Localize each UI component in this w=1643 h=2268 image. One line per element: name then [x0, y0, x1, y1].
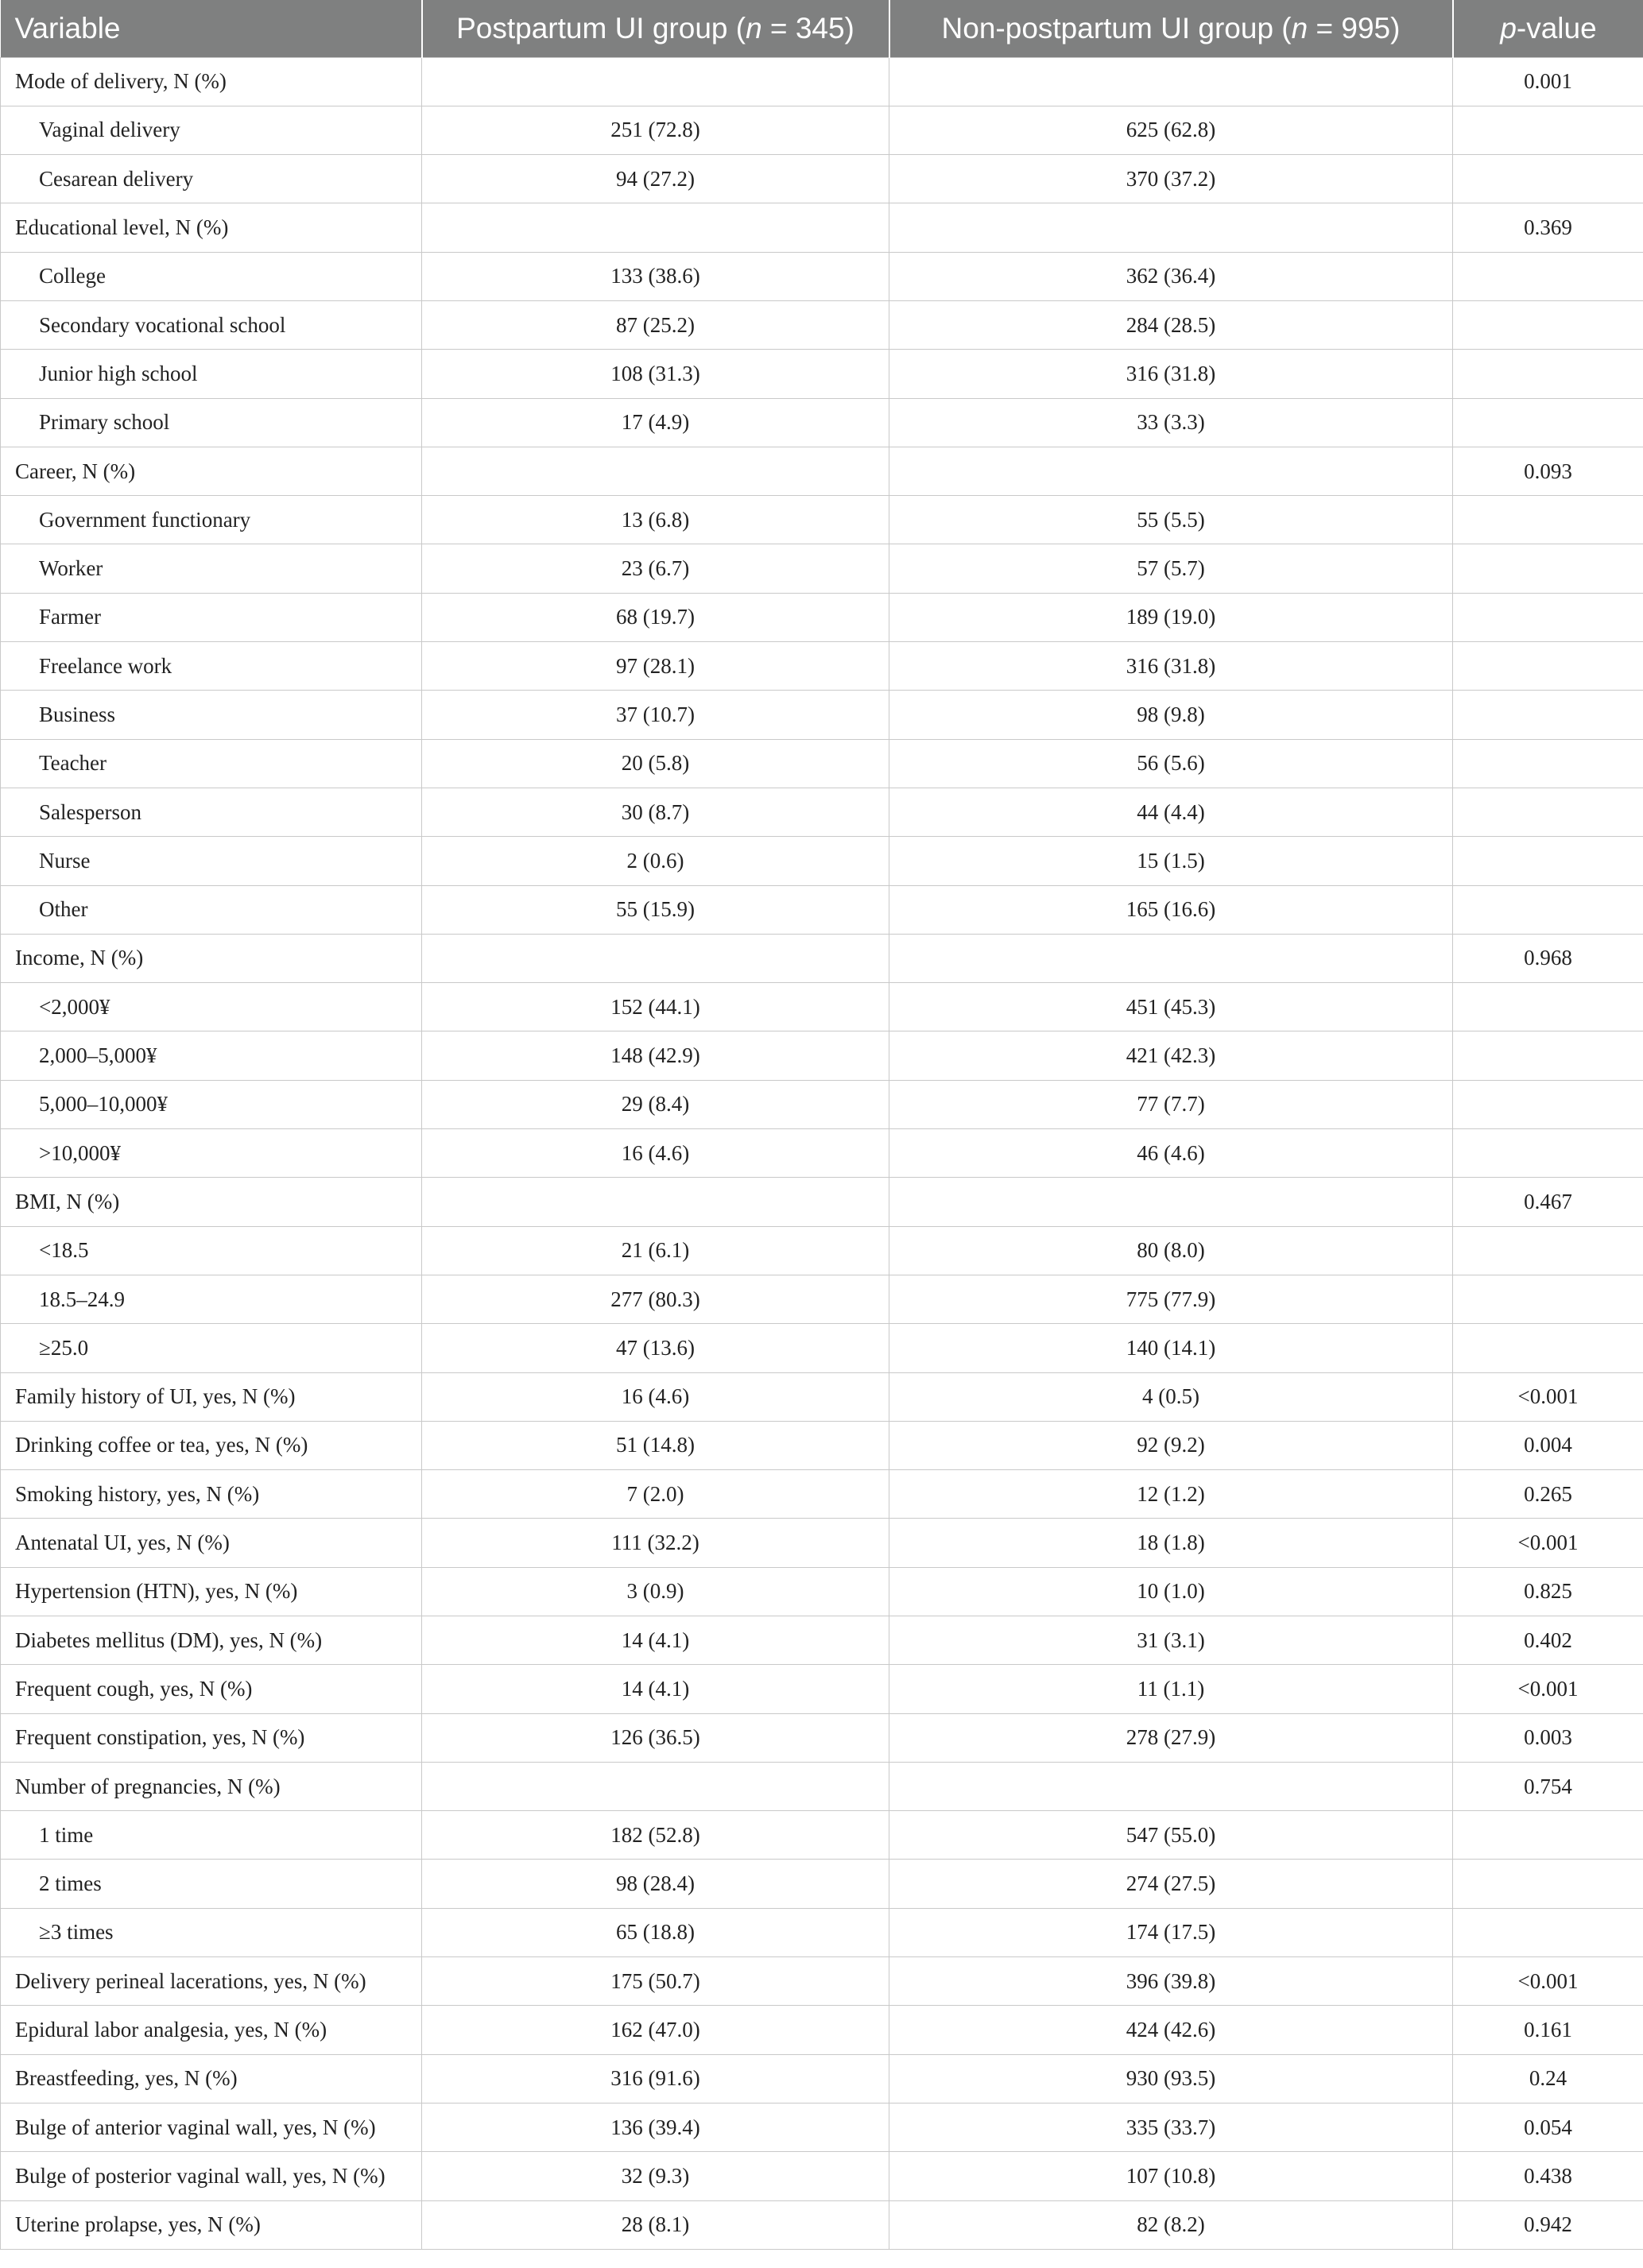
table-row-subcategory [1, 691, 1643, 739]
postpartum-ui-cell: 21 (6.1) [422, 1226, 889, 1275]
non-postpartum-ui-cell: 56 (5.6) [889, 739, 1453, 788]
variable-cell: <18.5 [1, 1226, 422, 1275]
p-value-cell [1453, 1226, 1643, 1275]
table-row-subcategory [1, 155, 1643, 203]
header-variable: Variable [14, 11, 121, 45]
p-value-cell [1453, 1080, 1643, 1128]
postpartum-ui-cell: 152 (44.1) [422, 983, 889, 1031]
postpartum-ui-cell: 87 (25.2) [422, 300, 889, 349]
p-value-cell [1453, 106, 1643, 154]
postpartum-ui-cell: 182 (52.8) [422, 1811, 889, 1860]
non-postpartum-ui-cell [889, 934, 1453, 982]
postpartum-ui-cell [422, 1178, 889, 1226]
table-row-subcategory [1, 983, 1643, 1031]
table-row-subcategory [1, 1080, 1643, 1128]
postpartum-ui-cell: 32 (9.3) [422, 2152, 889, 2200]
variable-cell: Frequent cough, yes, N (%) [1, 1665, 422, 1713]
non-postpartum-ui-cell: 80 (8.0) [889, 1226, 1453, 1275]
p-value-cell [1453, 544, 1643, 593]
table-row-subcategory [1, 593, 1643, 641]
postpartum-ui-cell: 98 (28.4) [422, 1860, 889, 1908]
p-value-cell: 0.467 [1453, 1178, 1643, 1226]
table-row-subcategory [1, 1275, 1643, 1323]
variable-cell: Drinking coffee or tea, yes, N (%) [1, 1421, 422, 1469]
p-value-cell [1453, 885, 1643, 934]
non-postpartum-ui-cell: 55 (5.5) [889, 496, 1453, 544]
variable-cell: 2,000–5,000¥ [1, 1031, 422, 1080]
table-row [1, 1762, 1643, 1810]
table-row-subcategory [1, 1226, 1643, 1275]
postpartum-ui-cell: 97 (28.1) [422, 642, 889, 691]
non-postpartum-ui-cell: 421 (42.3) [889, 1031, 1453, 1080]
non-postpartum-ui-cell [889, 1178, 1453, 1226]
p-value-cell [1453, 739, 1643, 788]
variable-cell: Mode of delivery, N (%) [1, 57, 422, 106]
non-postpartum-ui-cell [889, 447, 1453, 495]
postpartum-ui-cell: 13 (6.8) [422, 496, 889, 544]
postpartum-ui-cell [422, 57, 889, 106]
variable-cell: >10,000¥ [1, 1129, 422, 1178]
variable-cell: ≥25.0 [1, 1324, 422, 1372]
p-value-cell [1453, 252, 1643, 300]
non-postpartum-ui-cell: 165 (16.6) [889, 885, 1453, 934]
table-row-subcategory [1, 837, 1643, 885]
postpartum-ui-cell [422, 447, 889, 495]
table-row-subcategory [1, 1129, 1643, 1178]
table-row [1, 2054, 1643, 2103]
non-postpartum-ui-cell: 362 (36.4) [889, 252, 1453, 300]
variable-cell: Secondary vocational school [1, 300, 422, 349]
postpartum-ui-cell: 162 (47.0) [422, 2006, 889, 2054]
postpartum-ui-cell [422, 934, 889, 982]
non-postpartum-ui-cell: 775 (77.9) [889, 1275, 1453, 1323]
postpartum-ui-cell: 29 (8.4) [422, 1080, 889, 1128]
postpartum-ui-cell: 136 (39.4) [422, 2103, 889, 2151]
p-value-cell: 0.402 [1453, 1616, 1643, 1665]
non-postpartum-ui-cell: 625 (62.8) [889, 106, 1453, 154]
p-value-cell [1453, 788, 1643, 836]
postpartum-ui-cell: 47 (13.6) [422, 1324, 889, 1372]
p-value-cell [1453, 983, 1643, 1031]
non-postpartum-ui-cell: 174 (17.5) [889, 1908, 1453, 1956]
p-value-cell: 0.369 [1453, 203, 1643, 252]
p-value-cell: 0.754 [1453, 1762, 1643, 1810]
table-row-subcategory [1, 496, 1643, 544]
variable-cell: Antenatal UI, yes, N (%) [1, 1519, 422, 1567]
table-row [1, 934, 1643, 982]
table-row [1, 447, 1643, 495]
postpartum-ui-cell: 2 (0.6) [422, 837, 889, 885]
variable-cell: Educational level, N (%) [1, 203, 422, 252]
non-postpartum-ui-cell: 10 (1.0) [889, 1567, 1453, 1616]
variable-cell: Other [1, 885, 422, 934]
table-row-subcategory [1, 642, 1643, 691]
variable-cell: BMI, N (%) [1, 1178, 422, 1226]
table-row-subcategory [1, 544, 1643, 593]
table-row-subcategory [1, 398, 1643, 447]
variable-cell: <2,000¥ [1, 983, 422, 1031]
postpartum-ui-cell: 16 (4.6) [422, 1372, 889, 1421]
non-postpartum-ui-cell: 92 (9.2) [889, 1421, 1453, 1469]
p-value-cell [1453, 1860, 1643, 1908]
variable-cell: Hypertension (HTN), yes, N (%) [1, 1567, 422, 1616]
table-row-subcategory [1, 252, 1643, 300]
p-value-cell [1453, 1908, 1643, 1956]
variable-cell: Bulge of anterior vaginal wall, yes, N (%) [1, 2103, 422, 2151]
p-value-cell: 0.161 [1453, 2006, 1643, 2054]
table-header-row [1, 0, 1643, 57]
p-value-cell [1453, 691, 1643, 739]
table-row [1, 1567, 1643, 1616]
p-value-cell: 0.093 [1453, 447, 1643, 495]
p-value-cell [1453, 398, 1643, 447]
variable-cell: Family history of UI, yes, N (%) [1, 1372, 422, 1421]
variable-cell: Teacher [1, 739, 422, 788]
non-postpartum-ui-cell: 278 (27.9) [889, 1713, 1453, 1762]
non-postpartum-ui-cell [889, 1762, 1453, 1810]
table-row-subcategory [1, 300, 1643, 349]
p-value-cell: 0.265 [1453, 1470, 1643, 1519]
postpartum-ui-cell: 94 (27.2) [422, 155, 889, 203]
postpartum-ui-cell: 55 (15.9) [422, 885, 889, 934]
p-value-cell [1453, 837, 1643, 885]
header-postpartum-ui-group: Postpartum UI group (n = 345) [422, 0, 889, 57]
non-postpartum-ui-cell: 77 (7.7) [889, 1080, 1453, 1128]
non-postpartum-ui-cell: 189 (19.0) [889, 593, 1453, 641]
postpartum-ui-cell: 7 (2.0) [422, 1470, 889, 1519]
non-postpartum-ui-cell: 107 (10.8) [889, 2152, 1453, 2200]
non-postpartum-ui-cell: 46 (4.6) [889, 1129, 1453, 1178]
non-postpartum-ui-cell: 396 (39.8) [889, 1957, 1453, 2006]
non-postpartum-ui-cell: 44 (4.4) [889, 788, 1453, 836]
table-row-subcategory [1, 739, 1643, 788]
postpartum-ui-cell: 175 (50.7) [422, 1957, 889, 2006]
variable-cell: Freelance work [1, 642, 422, 691]
non-postpartum-ui-cell [889, 203, 1453, 252]
postpartum-ui-cell [422, 203, 889, 252]
table-row [1, 203, 1643, 252]
postpartum-ui-cell: 16 (4.6) [422, 1129, 889, 1178]
table-row [1, 1178, 1643, 1226]
p-value-cell [1453, 1811, 1643, 1860]
non-postpartum-ui-cell: 98 (9.8) [889, 691, 1453, 739]
variable-cell: Breastfeeding, yes, N (%) [1, 2054, 422, 2103]
non-postpartum-ui-cell: 82 (8.2) [889, 2200, 1453, 2249]
postpartum-ui-cell: 28 (8.1) [422, 2200, 889, 2249]
postpartum-ui-cell: 17 (4.9) [422, 398, 889, 447]
non-postpartum-ui-cell: 15 (1.5) [889, 837, 1453, 885]
table-row [1, 57, 1643, 106]
non-postpartum-ui-cell: 57 (5.7) [889, 544, 1453, 593]
p-value-cell [1453, 642, 1643, 691]
table-row-subcategory [1, 885, 1643, 934]
non-postpartum-ui-cell: 424 (42.6) [889, 2006, 1453, 2054]
non-postpartum-ui-cell: 316 (31.8) [889, 350, 1453, 398]
variable-cell: Income, N (%) [1, 934, 422, 982]
table-row-subcategory [1, 1908, 1643, 1956]
variable-cell: Nurse [1, 837, 422, 885]
header-non-postpartum-ui-group: Non-postpartum UI group (n = 995) [889, 0, 1453, 57]
p-value-cell [1453, 1129, 1643, 1178]
p-value-cell: 0.942 [1453, 2200, 1643, 2249]
variable-cell: Career, N (%) [1, 447, 422, 495]
variable-cell: Worker [1, 544, 422, 593]
non-postpartum-ui-cell: 547 (55.0) [889, 1811, 1453, 1860]
variable-cell: 2 times [1, 1860, 422, 1908]
header-p-value: p-value [1453, 0, 1643, 57]
table-row-subcategory [1, 788, 1643, 836]
postpartum-ui-cell [422, 1762, 889, 1810]
p-value-cell [1453, 496, 1643, 544]
postpartum-ui-cell: 126 (36.5) [422, 1713, 889, 1762]
variable-cell: Junior high school [1, 350, 422, 398]
non-postpartum-ui-cell: 11 (1.1) [889, 1665, 1453, 1713]
postpartum-ui-cell: 51 (14.8) [422, 1421, 889, 1469]
table-row [1, 1957, 1643, 2006]
non-postpartum-ui-cell: 140 (14.1) [889, 1324, 1453, 1372]
p-value-cell [1453, 300, 1643, 349]
p-value-cell: 0.001 [1453, 57, 1643, 106]
postpartum-ui-cell: 68 (19.7) [422, 593, 889, 641]
table-body [1, 57, 1643, 2249]
p-value-cell [1453, 1275, 1643, 1323]
p-value-cell [1453, 1031, 1643, 1080]
variable-cell: Uterine prolapse, yes, N (%) [1, 2200, 422, 2249]
postpartum-ui-cell: 23 (6.7) [422, 544, 889, 593]
postpartum-ui-cell: 148 (42.9) [422, 1031, 889, 1080]
p-value-cell [1453, 155, 1643, 203]
postpartum-ui-cell: 111 (32.2) [422, 1519, 889, 1567]
p-value-cell: 0.003 [1453, 1713, 1643, 1762]
non-postpartum-ui-cell: 316 (31.8) [889, 642, 1453, 691]
variable-cell: Salesperson [1, 788, 422, 836]
variable-cell: Diabetes mellitus (DM), yes, N (%) [1, 1616, 422, 1665]
p-value-cell: 0.24 [1453, 2054, 1643, 2103]
variable-cell: Number of pregnancies, N (%) [1, 1762, 422, 1810]
variable-cell: Smoking history, yes, N (%) [1, 1470, 422, 1519]
p-value-cell [1453, 593, 1643, 641]
variable-cell: Frequent constipation, yes, N (%) [1, 1713, 422, 1762]
variable-cell: Primary school [1, 398, 422, 447]
non-postpartum-ui-cell: 370 (37.2) [889, 155, 1453, 203]
non-postpartum-ui-cell: 335 (33.7) [889, 2103, 1453, 2151]
table-row [1, 2006, 1643, 2054]
postpartum-ui-cell: 37 (10.7) [422, 691, 889, 739]
postpartum-ui-cell: 251 (72.8) [422, 106, 889, 154]
postpartum-ui-cell: 316 (91.6) [422, 2054, 889, 2103]
non-postpartum-ui-cell: 284 (28.5) [889, 300, 1453, 349]
p-value-cell: 0.438 [1453, 2152, 1643, 2200]
postpartum-ui-cell: 14 (4.1) [422, 1665, 889, 1713]
p-value-cell: <0.001 [1453, 1665, 1643, 1713]
variable-cell: 5,000–10,000¥ [1, 1080, 422, 1128]
p-value-cell: 0.004 [1453, 1421, 1643, 1469]
table-row-subcategory [1, 1031, 1643, 1080]
variable-cell: 18.5–24.9 [1, 1275, 422, 1323]
non-postpartum-ui-cell: 12 (1.2) [889, 1470, 1453, 1519]
table-row [1, 1616, 1643, 1665]
table-row [1, 1519, 1643, 1567]
variable-cell: Bulge of posterior vaginal wall, yes, N (%) [1, 2152, 422, 2200]
variable-cell: Farmer [1, 593, 422, 641]
postpartum-ui-cell: 277 (80.3) [422, 1275, 889, 1323]
variable-cell: Delivery perineal lacerations, yes, N (%) [1, 1957, 422, 2006]
postpartum-ui-cell: 14 (4.1) [422, 1616, 889, 1665]
table-row-subcategory [1, 1860, 1643, 1908]
postpartum-ui-cell: 20 (5.8) [422, 739, 889, 788]
non-postpartum-ui-cell: 33 (3.3) [889, 398, 1453, 447]
p-value-cell [1453, 350, 1643, 398]
variable-cell: Cesarean delivery [1, 155, 422, 203]
p-value-cell: 0.825 [1453, 1567, 1643, 1616]
table-row-subcategory [1, 106, 1643, 154]
non-postpartum-ui-cell: 4 (0.5) [889, 1372, 1453, 1421]
table-row-subcategory [1, 350, 1643, 398]
table-row [1, 2152, 1643, 2200]
table-row [1, 1372, 1643, 1421]
p-value-cell: 0.968 [1453, 934, 1643, 982]
table-row-subcategory [1, 1811, 1643, 1860]
variable-cell: Vaginal delivery [1, 106, 422, 154]
variable-cell: College [1, 252, 422, 300]
p-value-cell: <0.001 [1453, 1957, 1643, 2006]
p-value-cell [1453, 1324, 1643, 1372]
non-postpartum-ui-cell: 18 (1.8) [889, 1519, 1453, 1567]
variable-cell: 1 time [1, 1811, 422, 1860]
p-value-cell: 0.054 [1453, 2103, 1643, 2151]
non-postpartum-ui-cell: 930 (93.5) [889, 2054, 1453, 2103]
variable-cell: Government functionary [1, 496, 422, 544]
table-row [1, 2103, 1643, 2151]
p-value-cell: <0.001 [1453, 1519, 1643, 1567]
non-postpartum-ui-cell [889, 57, 1453, 106]
table-row [1, 1713, 1643, 1762]
postpartum-ui-cell: 30 (8.7) [422, 788, 889, 836]
non-postpartum-ui-cell: 31 (3.1) [889, 1616, 1453, 1665]
table-row [1, 1665, 1643, 1713]
table-row [1, 2200, 1643, 2249]
p-value-cell: <0.001 [1453, 1372, 1643, 1421]
table-row [1, 1470, 1643, 1519]
non-postpartum-ui-cell: 451 (45.3) [889, 983, 1453, 1031]
postpartum-ui-cell: 65 (18.8) [422, 1908, 889, 1956]
postpartum-ui-cell: 3 (0.9) [422, 1567, 889, 1616]
variable-cell: Epidural labor analgesia, yes, N (%) [1, 2006, 422, 2054]
variable-cell: ≥3 times [1, 1908, 422, 1956]
table-row [1, 1421, 1643, 1469]
table-row-subcategory [1, 1324, 1643, 1372]
non-postpartum-ui-cell: 274 (27.5) [889, 1860, 1453, 1908]
postpartum-ui-cell: 108 (31.3) [422, 350, 889, 398]
postpartum-ui-cell: 133 (38.6) [422, 252, 889, 300]
variable-cell: Business [1, 691, 422, 739]
